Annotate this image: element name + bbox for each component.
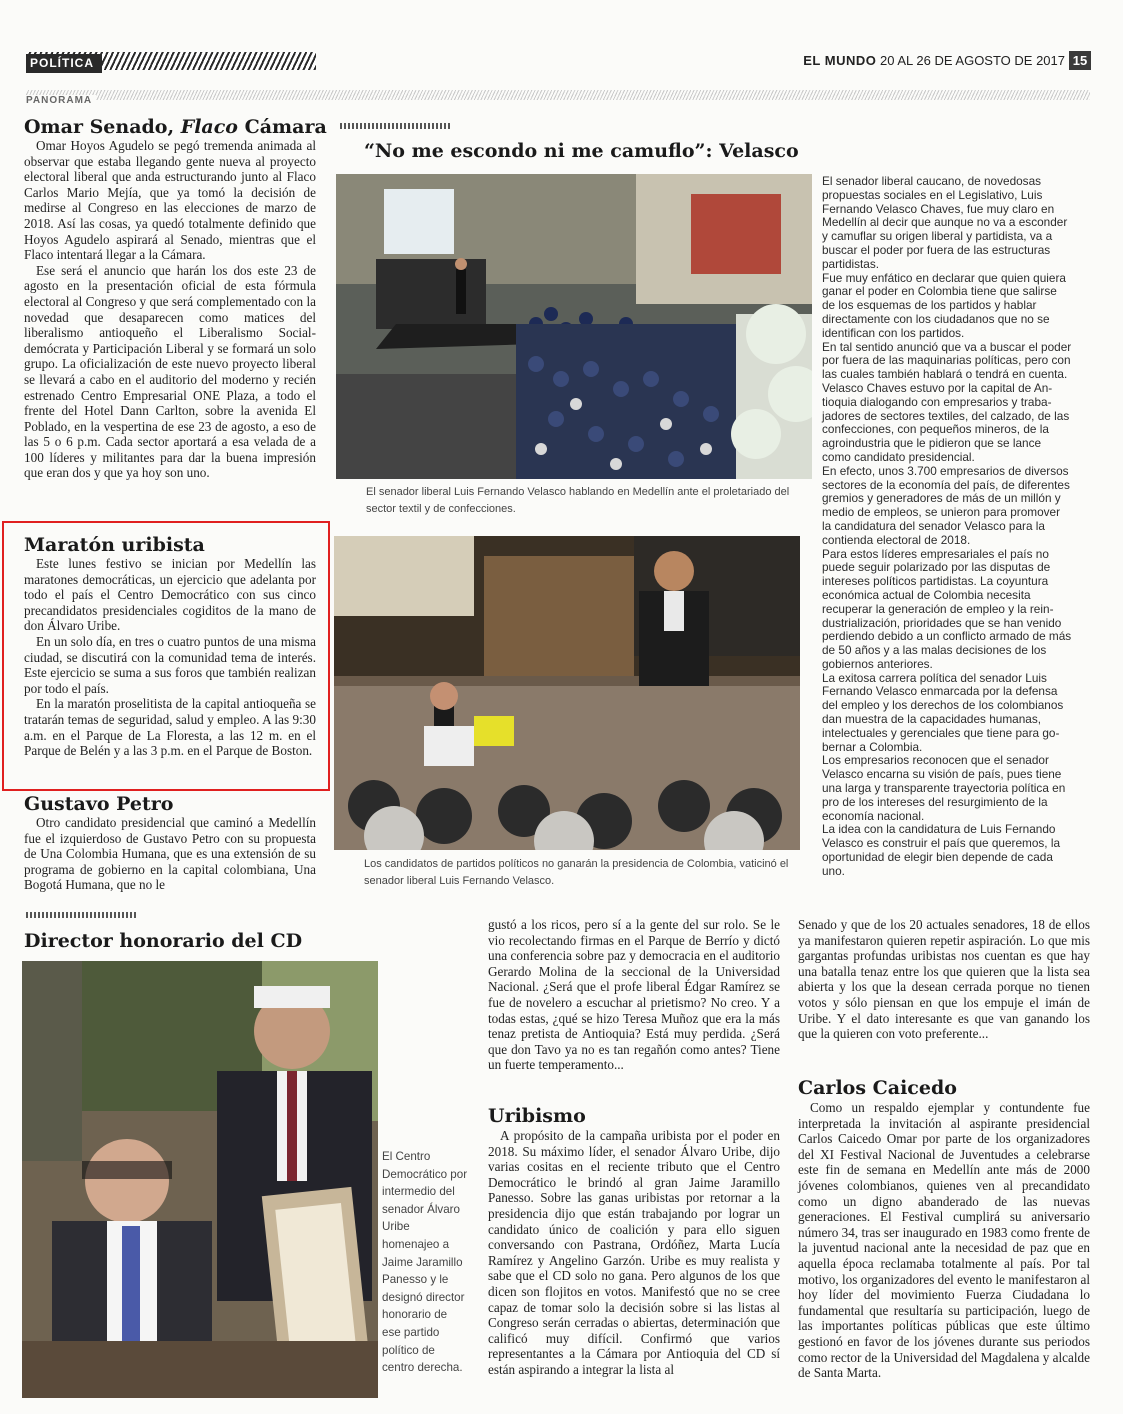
velasco-paragraph-3: En tal sentido anunció que va a buscar el poder por fuera de las maquinarias políticas, pero con las cuales también hablará o tendrá en cuenta. <box>822 339 1072 382</box>
uribismo-paragraph-1: A propósito de la campaña uribista por el poder en 2018. Su máximo líder, el senador Álvaro Uribe, dijo varias cositas en el reciente tributo que el Centro Democrático le brindó al gran Jaime Jaramillo Panesso. Sobre las ganas uribistas por retornar a la presidencia dijo que están trabajando por lograr un candidato único de coalición y para ello siguen conversando con Pastrana, Ordóñez, Marta Lucía Ramírez y Angelino Garzón. Uribe es muy realista y sabe que el CD solo no gana. Pero algunos de los que dicen son flojitos en votos. Manifestó que no se cree capaz de tomar solo la decisión sobre si las listas al Congreso serán cerradas o abiertas, determinación que calificó muy difícil. Confirmó que varios representantes a la Cámara por Antioquia del CD sí están aspirando a integrar la lista al <box>488 1128 780 1377</box>
velasco-paragraph-9: La idea con la candidatura de Luis Fernando Velasco es construir el país que queremos, la oportunidad de elegir bien depende de cada uno. <box>822 822 1061 878</box>
velasco-paragraph-7: La exitosa carrera política del senador Luis Fernando Velasco enmarcada por la defensa del empleo y los derechos de los colombianos dan muestra de la capacidades humanas, intelectuales y gerenciales que tiene para gobernar a Colombia. <box>822 670 1064 754</box>
subsection-bar <box>26 90 1090 106</box>
velasco-rule <box>340 123 450 129</box>
caicedo-body <box>798 1100 1090 1381</box>
velasco-caption-2: Los candidatos de partidos políticos no ganarán la presidencia de Colombia, vaticinó el senador liberal Luis Fernando Velasco. <box>364 858 789 887</box>
uribismo-title: Uribismo <box>488 1105 586 1127</box>
page-number: 15 <box>1069 51 1091 70</box>
uribismo-paragraph-2: Senado y que de los 20 actuales senadores, 18 de ellos ya manifestaron quieren repetir aspiración. Lo que mis gargantas profundas uribistas nos cuentan es que hay una batalla tenaz entre los que quieren que la lista sea abierta y los que la desean cerrada porque no tienen votos y sólo piensan en que los empuje el imán de Uribe. Y el dato interesante es que van ganando los que la quieren con voto preferente... <box>798 917 1090 1042</box>
director-photo-illustration <box>22 961 378 1398</box>
director-title: Director honorario del CD <box>24 930 303 952</box>
uribismo-body-2 <box>798 917 1090 1042</box>
director-rule <box>26 912 136 918</box>
petro-body-1 <box>24 815 316 893</box>
velasco-speaker-photo <box>334 536 800 850</box>
maraton-title: Maratón uribista <box>24 534 205 556</box>
velasco-crowd-photo <box>336 174 812 479</box>
omar-body <box>24 138 316 481</box>
velasco-title: “No me escondo ni me camuflo”: Velasco <box>364 140 799 162</box>
petro-paragraph-1: Otro candidato presidencial que caminó a Medellín fue el izquierdoso de Gustavo Petro con su propuesta de Una Colombia Humana, que es una extensión de su programa de gobierno en la capital colombiana, Una Bogotá Humana, que no le <box>24 815 316 893</box>
subsection-label: PANORAMA <box>26 95 96 106</box>
crowd-photo-illustration <box>336 174 812 479</box>
petro-title: Gustavo Petro <box>24 793 174 815</box>
omar-title-c: Cámara <box>237 116 327 138</box>
omar-paragraph-1: Omar Hoyos Agudelo se pegó tremenda animada al observar que estaba llegando gente nueva al proyecto electoral liberal que anda estructurando junto al Flaco Carlos Mario Mejía, que ya tomó la decisión de medirse al Congreso en las elecciones de marzo de 2018. Así las cosas, ya quedó totalmente definido que Hoyos Agudelo aspirará al Senado, mientras que el Flaco intentará llegar a la Cámara. <box>24 138 316 263</box>
petro-paragraph-2: gustó a los ricos, pero sí a la gente del sur rolo. Se le vio recolectando firmas en el Parque de Berrío y dictó una conferencia sobre paz y democracia en el auditorio Gerardo Molina de la seccional de la Universidad Nacional. ¿Será que el profe liberal Édgar Ramírez se fue de novelero a escuchar al prietismo? No creo. Y a todas estas, ¿qué se hizo Teresa Muñoz que era la más tenaz pretista de Antioquia? Está muy perdida. ¿Será que don Tavo ya no es tan regañón como antes? Tiene un fuerte temperamento... <box>488 917 780 1073</box>
velasco-paragraph-2: Fue muy enfático en declarar que quien quiera ganar el poder en Colombia tiene que salirse de los esquemas de los partidos y hablar directamente con los ciudadanos que no se identifican con los partidos. <box>822 270 1066 340</box>
speaker-photo-illustration <box>334 536 800 850</box>
director-caption: El Centro Democrático por intermedio del senador Álvaro Uribe homenajeo a Jaime Jaramillo Panesso y le designó director honorario de ese partido político de centro derecha. <box>382 1150 468 1375</box>
maraton-paragraph-3: En la maratón proselitista de la capital antioqueña se tratarán temas de seguridad, salud y empleo. A las 9:30 a.m. en el Parque de La Floresta, a las 12 m. en el Parque de Belén y a las 3 p.m. en el Parque de Boston. <box>24 696 316 759</box>
velasco-body <box>822 175 1072 879</box>
maraton-paragraph-1: Este lunes festivo se inician por Medellín las maratones democráticas, un ejercicio que adelanta por todo el país el Centro Democrático con sus cinco precandidatos presidenciales cogiditos de la mano de don Álvaro Uribe. <box>24 556 316 634</box>
omar-title-flaco: Flaco <box>180 116 238 138</box>
omar-paragraph-2: Ese será el anuncio que harán los dos este 23 de agosto en la presentación oficial de esta fórmula electoral al Congreso y que será complementado con la novedad que desaparecen como matices del liberalismo antioqueño el Liberalismo Socialdemócrata y Participación Liberal y se formará un solo grupo. La oficialización de este nuevo proyecto liberal se llevará a cabo en el auditorio del moderno y recién estrenado Centro Empresarial ONE Plaza, a todo el frente del Hotel Dann Carlton, sobre la avenida El Poblado, en la vespertina de ese 23 de agosto, a eso de las 5 o 6 p.m. Cada sector aportará a esa velada de a 100 líderes y militantes para dar la buena impresión que eran dos y que ya hoy son uno. <box>24 262 316 481</box>
velasco-paragraph-5: En efecto, unos 3.700 empresarios de diversos sectores de la economía del país, de diferentes gremios y generadores de más de un millón y medio de empleos, se unieron para promover la candidatura del senador Velasco para la contienda electoral de 2018. <box>822 463 1070 547</box>
velasco-caption-1: El senador liberal Luis Fernando Velasco hablando en Medellín ante el proletariado del sector textil y de confecciones. <box>366 486 790 515</box>
velasco-paragraph-4: Velasco Chaves estuvo por la capital de Antioquia dialogando con empresarios y trabajadores de sectores textiles, del calzado, de las confecciones, con pequeños mineros, de la agroindustria que le pidieron que se lance como candidato presidencial. <box>822 380 1070 464</box>
maraton-paragraph-2: En un solo día, en tres o cuatro puntos de una misma ciudad, se discutirá con la comunidad tema de interés. Este ejercicio se suma a sus foros que también realizan por todo el país. <box>24 633 316 696</box>
omar-title-a: Omar Senado, <box>24 116 181 138</box>
omar-title <box>24 116 327 138</box>
velasco-paragraph-8: Los empresarios reconocen que el senador Velasco encarna su visión de país, pues tiene una larga y transparente trayectoria política en pro de los intereses del resurgimiento de la economía nacional. <box>822 753 1066 823</box>
section-tag <box>26 52 316 70</box>
velasco-paragraph-1: El senador liberal caucano, de novedosas propuestas sociales en el Legislativo, Luis Fernando Velasco Chaves, fue muy claro en Medellín al decir que aunque no va a esconder y camuflar su origen liberal y partidista, va a buscar el poder por fuera de las estructuras partidistas. <box>822 174 1068 271</box>
masthead <box>803 53 1065 68</box>
uribismo-body-1 <box>488 1128 780 1378</box>
petro-body-2 <box>488 917 780 1073</box>
maraton-body <box>24 556 316 759</box>
issue-date: 20 AL 26 DE AGOSTO DE 2017 <box>880 53 1065 68</box>
caicedo-title: Carlos Caicedo <box>798 1077 957 1099</box>
section-label: POLÍTICA <box>26 54 102 73</box>
director-photo <box>22 961 378 1398</box>
paper-name: EL MUNDO <box>803 53 877 68</box>
velasco-paragraph-6: Para estos líderes empresariales el país no puede seguir polarizado por las disputas de intereses políticos partidistas. La coyuntura económica actual de Colombia necesita recuperar la generación de empleo y la reindustrialización, prioridades que se han venido perdiendo debido a un conflicto armado de más de 50 años y a las malas decisiones de los gobiernos anteriores. <box>822 546 1072 671</box>
caicedo-paragraph-1: Como un respaldo ejemplar y contundente fue interpretada la invitación al aspirante presidencial Carlos Caicedo Omar por parte de los organizadores del XI Festival Nacional de Juventudes a celebrarse este fin de semana en Medellín ante más de 2000 jóvenes colombianos, quienes ven al precandidato como un digno abanderado de las nuevas generaciones. El Festival cumplirá su aniversario número 34, tras ser inaugurado en 1983 como frente de la juventud nacional ante la necesidad de paz que en aquella época reclamaba totalmente al país. Por tal motivo, los organizadores del evento le manifestaron al hoy líder del movimiento Fuerza Ciudadana lo fundamental que resultaría su participación, luego de las importantes políticas públicas que este último gestionó en favor de los jóvenes durante sus periodos como rector de la Universidad del Magdalena y alcalde de Santa Marta. <box>798 1100 1090 1381</box>
